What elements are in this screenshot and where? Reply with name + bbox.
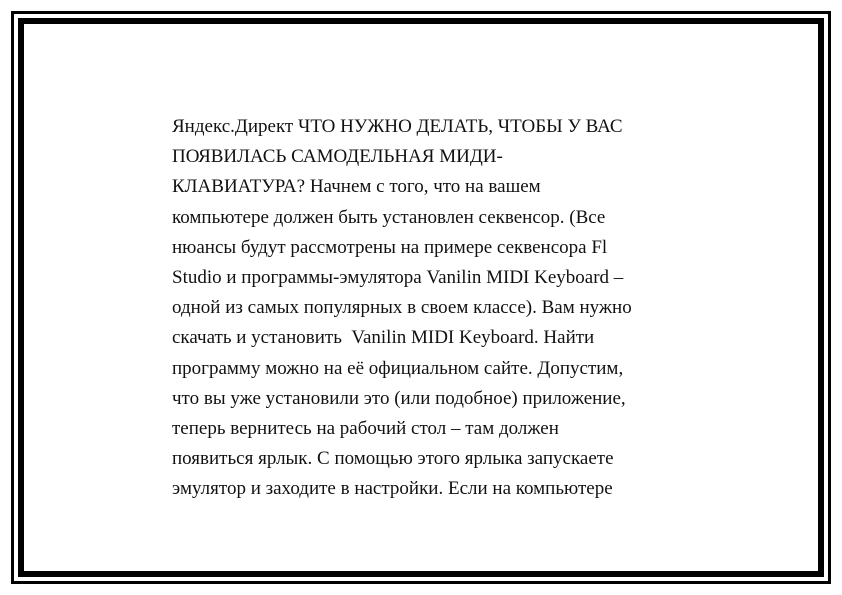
- text-line: нюансы будут рассмотрены на примере секвенсора Fl: [172, 236, 608, 258]
- text-line: Studio и программы-эмулятора Vanilin MIDI Keyboard –: [172, 267, 624, 289]
- text-line: эмулятор и заходите в настройки. Если на компьютере: [172, 478, 613, 500]
- text-line: КЛАВИАТУРА? Начнем с того, что на вашем: [172, 176, 541, 198]
- text-line: Яндекс.Директ ЧТО НУЖНО ДЕЛАТЬ, ЧТОБЫ У ВАС: [172, 116, 623, 137]
- text-line: одной из самых популярных в своем классе). Вам нужно: [172, 297, 632, 319]
- text-line: компьютере должен быть установлен секвенсор. (Все: [172, 206, 606, 228]
- text-line: появиться ярлык. С помощью этого ярлыка запускаете: [172, 448, 614, 470]
- text-line: программу можно на её официальном сайте. Допустим,: [172, 357, 624, 379]
- document-body-text: [172, 112, 712, 505]
- text-line: скачать и установить Vanilin MIDI Keyboard. Найти: [172, 327, 595, 349]
- text-line: теперь вернитесь на рабочий стол – там должен: [172, 418, 559, 440]
- text-line: ПОЯВИЛАСЬ САМОДЕЛЬНАЯ МИДИ-: [172, 146, 503, 168]
- text-line: что вы уже установили это (или подобное) приложение,: [172, 387, 626, 409]
